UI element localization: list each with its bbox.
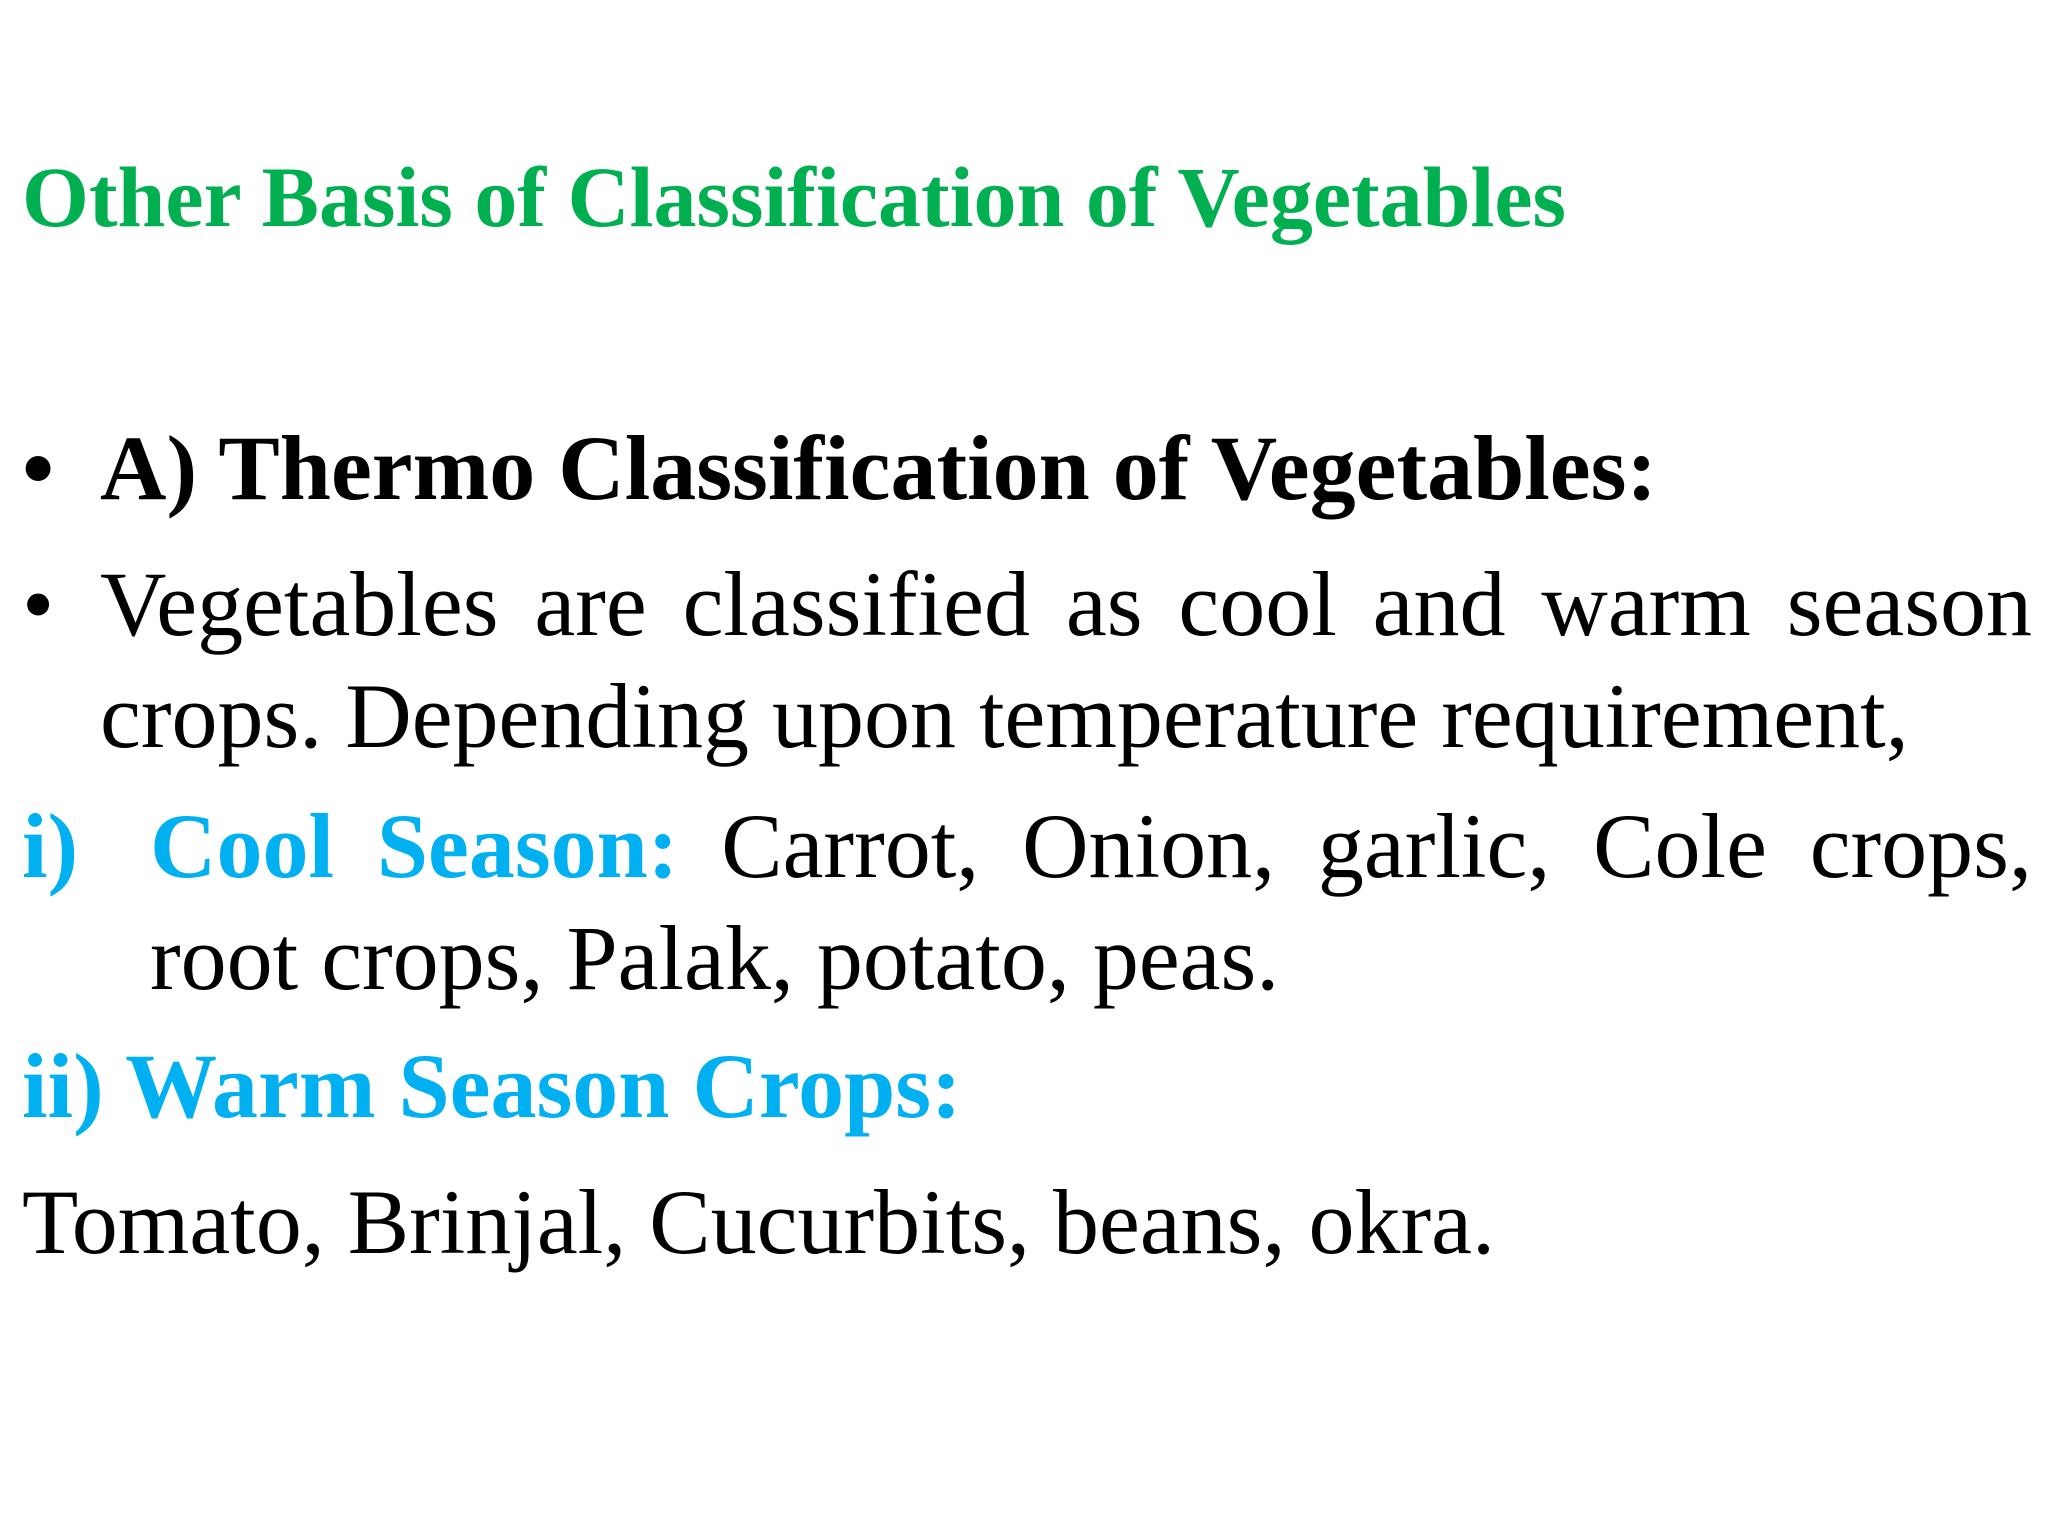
slide-title: Other Basis of Classification of Vegetables xyxy=(22,149,1567,245)
cool-season-crops: Carrot, Onion, garlic, Cole crops, root crops, Palak, potato, peas. xyxy=(150,795,2032,1009)
bullet-text: Vegetables are classified as cool and warm season crops. Depending upon temperature requirement, xyxy=(100,553,2032,767)
warm-season-crops: Tomato, Brinjal, Cucurbits, beans, okra. xyxy=(22,1171,1495,1273)
bullet-icon: • xyxy=(22,553,55,655)
cool-season-label: Cool Season: xyxy=(150,795,679,897)
warm-season-heading: ii) Warm Season Crops: xyxy=(22,1035,962,1137)
bullet-icon: • xyxy=(22,417,55,519)
cool-season-marker: i) xyxy=(22,795,79,897)
bullet-thermo-classification xyxy=(22,412,2032,524)
cool-season-content xyxy=(150,790,2032,1014)
cool-season-item xyxy=(22,790,2032,1014)
bullet-description xyxy=(22,548,2032,772)
bullet-text: A) Thermo Classification of Vegetables: xyxy=(100,417,1658,519)
